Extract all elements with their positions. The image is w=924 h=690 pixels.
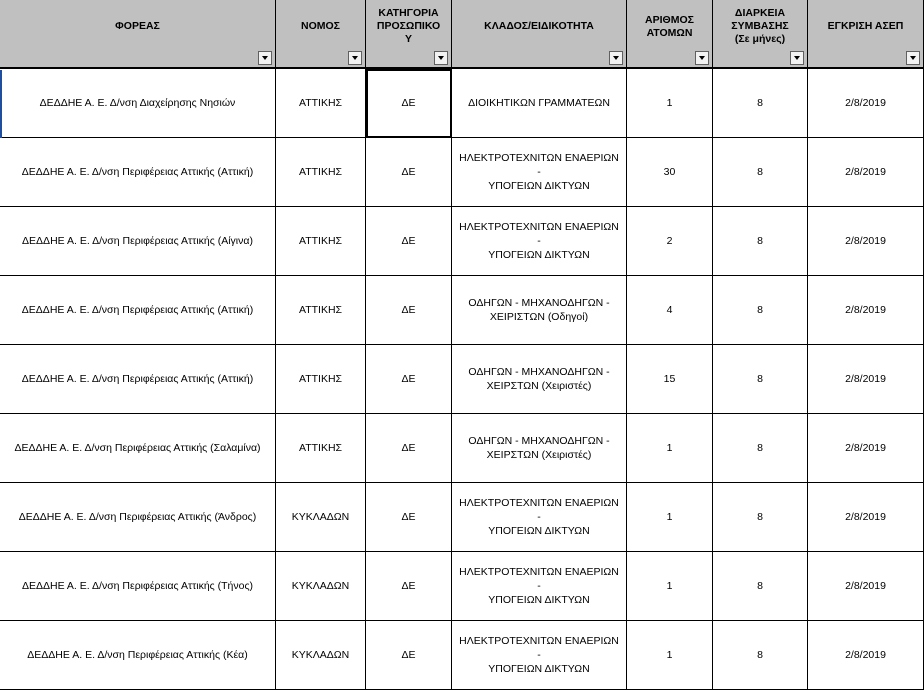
cell-arithmos[interactable]: 30 — [627, 138, 713, 207]
cell-katigoria[interactable]: ΔΕ — [366, 345, 452, 414]
filter-dropdown-icon[interactable] — [258, 51, 272, 65]
cell-foreas[interactable]: ΔΕΔΔΗΕ Α. Ε. Δ/νση Περιφέρειας Αττικής (Άνδρος) — [0, 483, 276, 552]
cell-klados[interactable]: ΟΔΗΓΩΝ - ΜΗΧΑΝΟΔΗΓΩΝ - ΧΕΙΡΙΣΤΩΝ (Οδηγοί) — [452, 276, 627, 345]
header-katigoria — [366, 0, 452, 69]
filter-dropdown-icon[interactable] — [434, 51, 448, 65]
cell-diarkeia[interactable]: 8 — [713, 138, 808, 207]
cell-egkrisi[interactable]: 2/8/2019 — [808, 276, 924, 345]
cell-foreas[interactable]: ΔΕΔΔΗΕ Α. Ε. Δ/νση Περιφέρειας Αττικής (Αττική) — [0, 345, 276, 414]
cell-arithmos[interactable]: 1 — [627, 414, 713, 483]
cell-foreas[interactable]: ΔΕΔΔΗΕ Α. Ε. Δ/νση Περιφέρειας Αττικής (Αττική) — [0, 276, 276, 345]
cell-foreas[interactable]: ΔΕΔΔΗΕ Α. Ε. Δ/νση Περιφέρειας Αττικής (Αττική) — [0, 138, 276, 207]
header-nomos — [276, 0, 366, 69]
header-label: ΦΟΡΕΑΣ — [115, 20, 160, 32]
cell-arithmos[interactable]: 1 — [627, 621, 713, 690]
header-label: ΚΛΑΔΟΣ/ΕΙΔΙΚΟΤΗΤΑ — [484, 20, 594, 32]
cell-nomos[interactable]: ΚΥΚΛΑΔΩΝ — [276, 552, 366, 621]
cell-katigoria[interactable]: ΔΕ — [366, 483, 452, 552]
cell-arithmos[interactable]: 1 — [627, 552, 713, 621]
cell-katigoria-selected[interactable]: ΔΕ — [366, 69, 452, 138]
cell-nomos[interactable]: ΑΤΤΙΚΗΣ — [276, 414, 366, 483]
header-klados — [452, 0, 627, 69]
cell-diarkeia[interactable]: 8 — [713, 414, 808, 483]
cell-nomos[interactable]: ΑΤΤΙΚΗΣ — [276, 138, 366, 207]
cell-diarkeia[interactable]: 8 — [713, 552, 808, 621]
cell-foreas[interactable]: ΔΕΔΔΗΕ Α. Ε. Δ/νση Περιφέρειας Αττικής (Κέα) — [0, 621, 276, 690]
cell-nomos[interactable]: ΚΥΚΛΑΔΩΝ — [276, 621, 366, 690]
header-label: ΕΓΚΡΙΣΗ ΑΣΕΠ — [827, 20, 904, 32]
cell-foreas[interactable]: ΔΕΔΔΗΕ Α. Ε. Δ/νση Περιφέρειας Αττικής (Τήνος) — [0, 552, 276, 621]
filter-dropdown-icon[interactable] — [348, 51, 362, 65]
cell-katigoria[interactable]: ΔΕ — [366, 552, 452, 621]
cell-egkrisi[interactable]: 2/8/2019 — [808, 483, 924, 552]
header-egkrisi — [808, 0, 924, 69]
header-label: ΔΙΑΡΚΕΙΑ ΣΥΜΒΑΣΗΣ (Σε μήνες) — [731, 7, 789, 45]
cell-nomos[interactable]: ΑΤΤΙΚΗΣ — [276, 345, 366, 414]
cell-foreas[interactable]: ΔΕΔΔΗΕ Α. Ε. Δ/νση Διαχείρησης Νησιών — [0, 69, 276, 138]
cell-klados[interactable]: ΟΔΗΓΩΝ - ΜΗΧΑΝΟΔΗΓΩΝ - ΧΕΙΡΣΤΩΝ (Χειριστές) — [452, 345, 627, 414]
cell-nomos[interactable]: ΑΤΤΙΚΗΣ — [276, 276, 366, 345]
cell-klados[interactable]: ΗΛΕΚΤΡΟΤΕΧΝΙΤΩΝ ΕΝΑΕΡΙΩΝ - ΥΠΟΓΕΙΩΝ ΔΙΚΤΥΩΝ — [452, 621, 627, 690]
cell-katigoria[interactable]: ΔΕ — [366, 138, 452, 207]
active-row-marker — [0, 70, 2, 138]
cell-katigoria[interactable]: ΔΕ — [366, 621, 452, 690]
header-diarkeia — [713, 0, 808, 69]
cell-arithmos[interactable]: 15 — [627, 345, 713, 414]
cell-diarkeia[interactable]: 8 — [713, 345, 808, 414]
cell-diarkeia[interactable]: 8 — [713, 69, 808, 138]
cell-arithmos[interactable]: 4 — [627, 276, 713, 345]
cell-nomos[interactable]: ΑΤΤΙΚΗΣ — [276, 207, 366, 276]
cell-klados[interactable]: ΟΔΗΓΩΝ - ΜΗΧΑΝΟΔΗΓΩΝ - ΧΕΙΡΣΤΩΝ (Χειριστές) — [452, 414, 627, 483]
cell-diarkeia[interactable]: 8 — [713, 483, 808, 552]
header-arithmos — [627, 0, 713, 69]
filter-dropdown-icon[interactable] — [790, 51, 804, 65]
cell-katigoria[interactable]: ΔΕ — [366, 207, 452, 276]
cell-arithmos[interactable]: 1 — [627, 483, 713, 552]
cell-egkrisi[interactable]: 2/8/2019 — [808, 207, 924, 276]
cell-egkrisi[interactable]: 2/8/2019 — [808, 552, 924, 621]
cell-foreas[interactable]: ΔΕΔΔΗΕ Α. Ε. Δ/νση Περιφέρειας Αττικής (Σαλαμίνα) — [0, 414, 276, 483]
cell-nomos[interactable]: ΚΥΚΛΑΔΩΝ — [276, 483, 366, 552]
cell-egkrisi[interactable]: 2/8/2019 — [808, 621, 924, 690]
filter-dropdown-icon[interactable] — [695, 51, 709, 65]
header-foreas — [0, 0, 276, 69]
cell-klados[interactable]: ΗΛΕΚΤΡΟΤΕΧΝΙΤΩΝ ΕΝΑΕΡΙΩΝ - ΥΠΟΓΕΙΩΝ ΔΙΚΤΥΩΝ — [452, 552, 627, 621]
cell-diarkeia[interactable]: 8 — [713, 207, 808, 276]
header-label: ΝΟΜΟΣ — [301, 20, 340, 32]
cell-arithmos[interactable]: 2 — [627, 207, 713, 276]
cell-katigoria[interactable]: ΔΕ — [366, 276, 452, 345]
cell-diarkeia[interactable]: 8 — [713, 276, 808, 345]
filter-dropdown-icon[interactable] — [906, 51, 920, 65]
cell-egkrisi[interactable]: 2/8/2019 — [808, 138, 924, 207]
cell-klados[interactable]: ΗΛΕΚΤΡΟΤΕΧΝΙΤΩΝ ΕΝΑΕΡΙΩΝ - ΥΠΟΓΕΙΩΝ ΔΙΚΤΥΩΝ — [452, 483, 627, 552]
cell-foreas[interactable]: ΔΕΔΔΗΕ Α. Ε. Δ/νση Περιφέρειας Αττικής (Αίγινα) — [0, 207, 276, 276]
cell-klados[interactable]: ΔΙΟΙΚΗΤΙΚΩΝ ΓΡΑΜΜΑΤΕΩΝ — [452, 69, 627, 138]
header-label: ΚΑΤΗΓΟΡΙΑ ΠΡΟΣΩΠΙΚΟ Υ — [376, 7, 441, 45]
cell-egkrisi[interactable]: 2/8/2019 — [808, 414, 924, 483]
cell-arithmos[interactable]: 1 — [627, 69, 713, 138]
cell-katigoria[interactable]: ΔΕ — [366, 414, 452, 483]
cell-diarkeia[interactable]: 8 — [713, 621, 808, 690]
filter-dropdown-icon[interactable] — [609, 51, 623, 65]
cell-nomos[interactable]: ΑΤΤΙΚΗΣ — [276, 69, 366, 138]
cell-klados[interactable]: ΗΛΕΚΤΡΟΤΕΧΝΙΤΩΝ ΕΝΑΕΡΙΩΝ - ΥΠΟΓΕΙΩΝ ΔΙΚΤΥΩΝ — [452, 138, 627, 207]
cell-egkrisi[interactable]: 2/8/2019 — [808, 69, 924, 138]
header-label: ΑΡΙΘΜΟΣ ΑΤΟΜΩΝ — [645, 13, 694, 39]
cell-egkrisi[interactable]: 2/8/2019 — [808, 345, 924, 414]
cell-klados[interactable]: ΗΛΕΚΤΡΟΤΕΧΝΙΤΩΝ ΕΝΑΕΡΙΩΝ - ΥΠΟΓΕΙΩΝ ΔΙΚΤΥΩΝ — [452, 207, 627, 276]
